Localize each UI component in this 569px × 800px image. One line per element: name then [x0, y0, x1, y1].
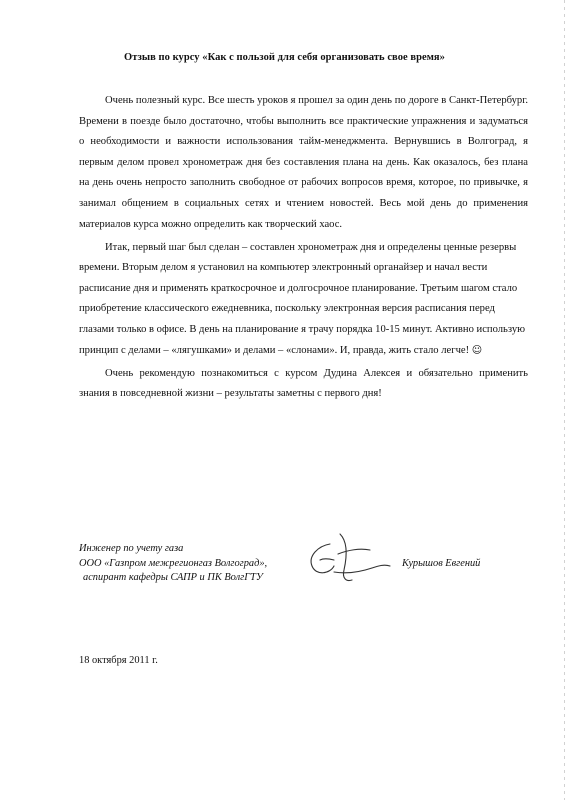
- document-title: Отзыв по курсу «Как с пользой для себя организовать свое время»: [124, 52, 445, 63]
- signer-name: Курышов Евгений: [402, 558, 481, 569]
- paragraph-1: Очень полезный курс. Все шесть уроков я прошел за один день по дороге в Санкт-Петербург. Времени в поезде было достаточно, чтобы выполнить все практические упражнения и задуматься о необходимости и важности использования тайм-менеджмента. Вернувшись в Волгоград, я первым делом провел хронометраж дня без составления плана на день. Как оказалось, без плана на день очень непросто заполнить свободное от рабочих вопросов время, которое, по привычке, я занимал общением в социальных сетях и чтением новостей. Весь мой день до применения материалов курса можно определить как творческий хаос.: [79, 95, 528, 230]
- paragraph-2: [79, 238, 528, 362]
- document-body: [79, 91, 528, 407]
- signer-position-line-3: аспирант кафедры САПР и ПК ВолгГТУ: [83, 572, 263, 583]
- paragraph-3: Очень рекомендую познакомиться с курсом Дудина Алексея и обязательно применить знания в повседневной жизни – результаты заметны с первого дня!: [79, 367, 528, 400]
- signer-position: [79, 542, 267, 586]
- signer-position-line-1: Инженер по учету газа: [79, 543, 184, 554]
- smiley-icon: ☺: [471, 344, 483, 356]
- handwritten-signature: [300, 530, 392, 588]
- document-date: 18 октября 2011 г.: [79, 655, 158, 666]
- scan-edge-line: [564, 0, 565, 800]
- signer-position-line-2: ООО «Газпром межрегионгаз Волгоград»,: [79, 557, 268, 569]
- paragraph-2-text: Итак, первый шаг был сделан – составлен хронометраж дня и определены ценные резервы времени. Вторым делом я установил на компьютер электронный органайзер и начал вести расписание дня и применять краткосрочное и долгосрочное планирование. Третьим шагом стало приобретение классического ежедневника, поскольку электронная версия расписания перед глазами только в офисе. В день на планирование я трачу порядка 10-15 минут. Активно использую принцип с делами – «лягушками» и делами – «слонами». И, правда, жить стало легче!: [79, 241, 526, 356]
